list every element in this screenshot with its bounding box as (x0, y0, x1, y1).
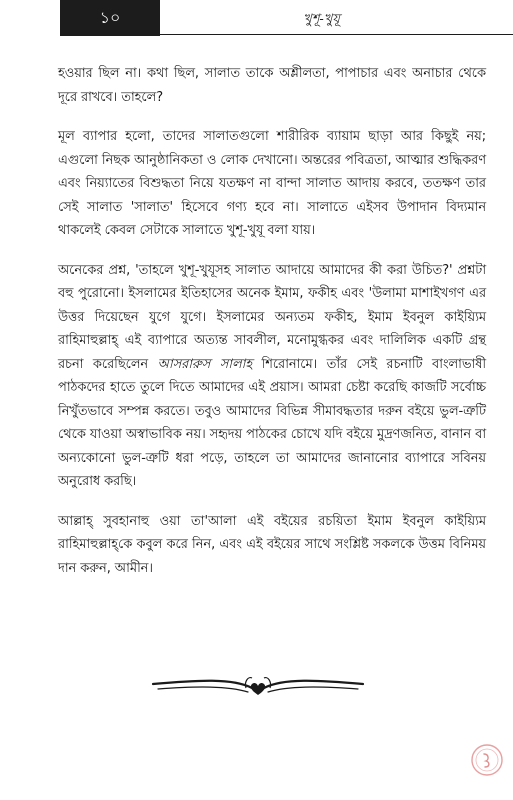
page-number (60, 0, 160, 36)
header-rule (160, 34, 513, 35)
body-text (58, 62, 486, 596)
paragraph-3 (58, 259, 486, 494)
page-number-text: ১০ (99, 7, 121, 27)
paragraph-3-part-2: শিরোনামে। তাঁর সেই রচনাটি বাংলাভাষী পাঠকদের হাতে তুলে দিতে আমাদের এই প্রয়াস। আমরা চেষ্টা করেছি কাজটি সর্বোচ্চ নিখুঁতভাবে সম্পন্ন করতে। তবুও আমাদের বিভিন্ন সীমাবদ্ধতার দরুন বইয়ে ভুল-ত্রুটি থেকে যাওয়া অস্বাভাবিক নয়। সহৃদয় পাঠকের চোখে যদি বইয়ে মুদ্রণজনিত, বানান বা অন্যকোনো ভুল-ত্রুটি ধরা পড়ে, তাহলে তা আমাদের জানানোর ব্যাপারে সবিনয় অনুরোধ করছি। (58, 356, 486, 489)
library-stamp-icon (470, 743, 504, 777)
paragraph-4: আল্লাহ্ সুবহানাহু ওয়া তা'আলা এই বইয়ের রচয়িতা ইমাম ইবনুল কাইয়্যিম রাহিমাহুল্লাহ্‌কে কবুল করে নিন, এবং এই বইয়ের সাথে সংশ্লিষ্ট সকলকে উত্তম বিনিময় দান করুন, আমীন। (58, 513, 486, 576)
paragraph-2: মূল ব্যাপার হলো, তাদের সালাতগুলো শারীরিক ব্যায়াম ছাড়া আর কিছুই নয়; এগুলো নিছক আনুষ্ঠানিকতা ও লোক দেখানো। অন্তরের পবিত্রতা, আত্মার শুদ্ধিকরণ এবং নিয়্যাতের বিশুদ্ধতা নিয়ে যতক্ষণ না বান্দা সালাত আদায় করবে, ততক্ষণ তার সেই সালাত 'সালাত' হিসেবে গণ্য হবে না। সালাতে এইসব উপাদান বিদ্যমান থাকলেই কেবল সেটাকে সালাতে খুশূ-খুযূ বলা যায়। (58, 129, 486, 238)
heart-swirl-divider-icon (148, 662, 368, 702)
book-title: আসরারুস সালাহ (157, 356, 253, 372)
paragraph-1: হওয়ার ছিল না। কথা ছিল, সালাত তাকে অশ্লীলতা, পাপাচার এবং অনাচার থেকে দূরে রাখবে। তাহলে? (58, 66, 486, 105)
running-head: খুশূ-খুযূ (303, 12, 340, 27)
paragraph-3-part-1: অনেকের প্রশ্ন, 'তাহলে খুশূ-খুযূসহ সালাত আদায়ে আমাদের কী করা উচিত?' প্রশ্নটা বহু পুরোনো। ইসলামের ইতিহাসের অনেক ইমাম, ফকীহ এবং 'উলামা মাশাইখগণ এর উত্তর দিয়েছেন যুগে যুগে। ইসলামের অন্যতম ফকীহ, ইমাম ইবনুল কাইয়্যিম রাহিমাহুল্লাহ্ এই ব্যাপারে অত্যন্ত সাবলীল, মনোমুগ্ধকর এবং দালিলিক একটি গ্রন্থ রচনা করেছিলেন (58, 262, 486, 372)
